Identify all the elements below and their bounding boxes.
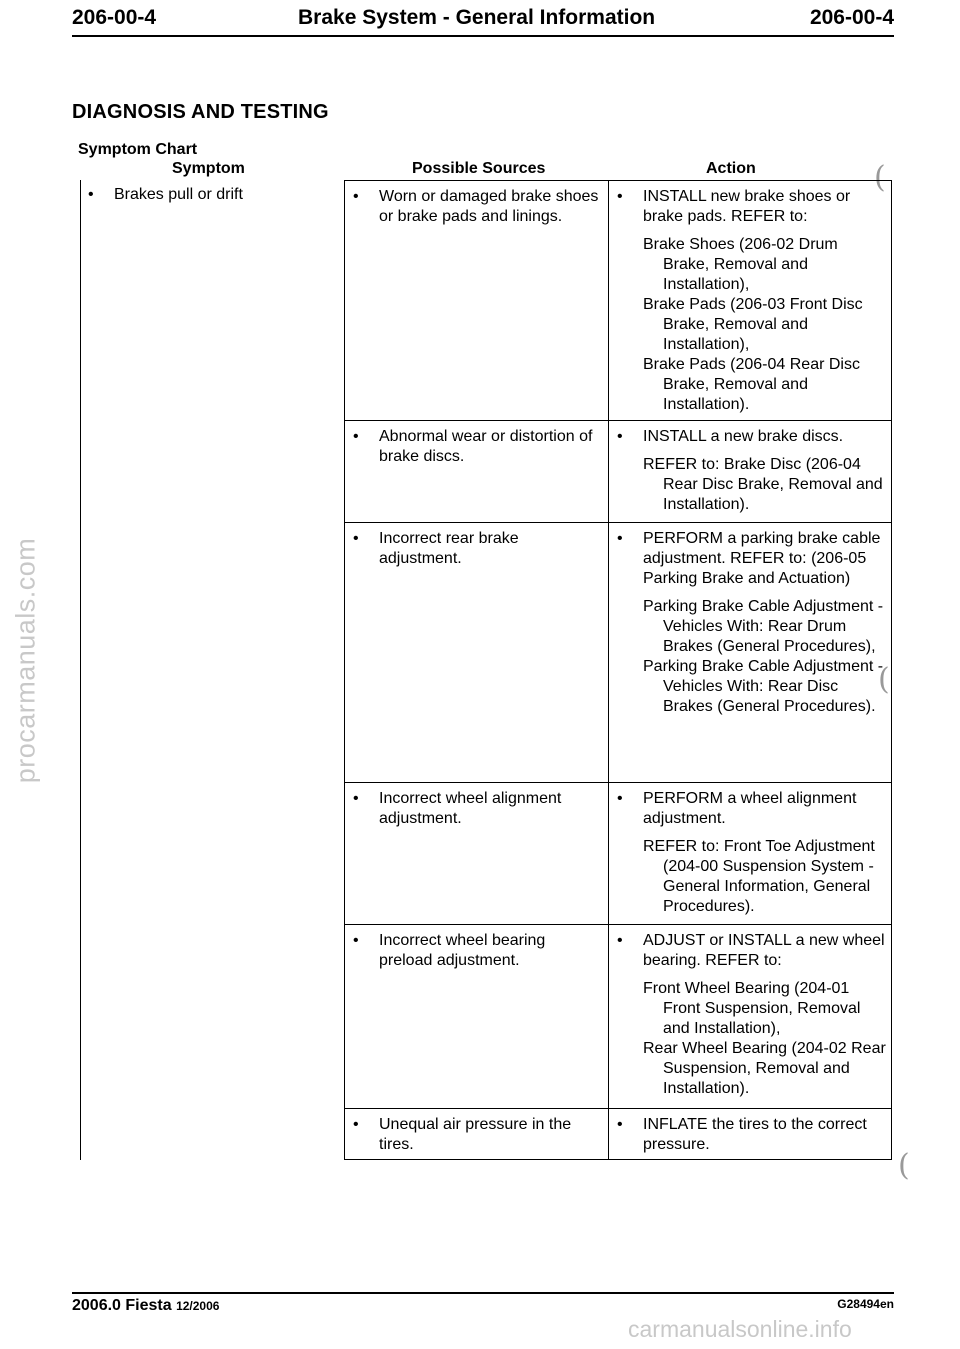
bullet: • xyxy=(353,932,359,949)
header-rule xyxy=(72,35,894,37)
source-cell xyxy=(345,783,609,924)
symptom-cell xyxy=(80,180,342,204)
bullet: • xyxy=(353,530,359,547)
action-ref: Parking Brake Cable Adjustment - Vehicles With: Rear Drum Brakes (General Procedures), xyxy=(643,598,884,655)
bullet: • xyxy=(617,1116,623,1133)
column-header-action: Action xyxy=(706,160,756,177)
section-title: DIAGNOSIS AND TESTING xyxy=(72,101,329,123)
action-cell xyxy=(609,1109,891,1159)
action-ref: Front Wheel Bearing (204-01 Front Suspension, Removal and Installation), xyxy=(643,980,861,1037)
action-ref: REFER to: Front Toe Adjustment (204-00 Suspension System - General Information, General Procedures). xyxy=(643,838,875,915)
bullet: • xyxy=(88,186,94,203)
table-row xyxy=(344,1108,892,1160)
margin-mark: ( xyxy=(874,160,886,195)
action-cell xyxy=(609,523,891,782)
table-row xyxy=(344,420,892,522)
footer-code: G28494en xyxy=(837,1297,894,1311)
action-ref: Brake Pads (206-03 Front Disc Brake, Removal and Installation), xyxy=(643,296,863,353)
action-cell xyxy=(609,783,891,924)
action-lead: INSTALL a new brake discs. xyxy=(643,428,844,445)
source-text: Incorrect wheel alignment adjustment. xyxy=(379,790,562,827)
footer-model-text: 2006.0 Fiesta xyxy=(72,1297,172,1314)
chart-title: Symptom Chart xyxy=(78,141,198,158)
action-lead: INFLATE the tires to the correct pressure. xyxy=(643,1116,867,1153)
bullet: • xyxy=(617,790,623,807)
source-text: Incorrect wheel bearing preload adjustment. xyxy=(379,932,546,969)
action-cell xyxy=(609,421,891,522)
table-row xyxy=(344,924,892,1108)
side-watermark: procarmanuals.com xyxy=(10,537,41,783)
margin-mark: ( xyxy=(878,662,890,697)
bullet: • xyxy=(353,428,359,445)
footer-rule xyxy=(72,1292,894,1294)
symptom-text: Brakes pull or drift xyxy=(114,186,243,203)
source-text: Unequal air pressure in the tires. xyxy=(379,1116,572,1153)
table-row xyxy=(344,782,892,924)
bullet: • xyxy=(617,428,623,445)
source-text: Incorrect rear brake adjustment. xyxy=(379,530,519,567)
source-text: Worn or damaged brake shoes or brake pads and linings. xyxy=(379,188,599,225)
header-right-code: 206-00-4 xyxy=(809,6,894,29)
action-lead: INSTALL new brake shoes or brake pads. REFER to: xyxy=(643,188,851,225)
source-cell xyxy=(345,421,609,522)
source-cell xyxy=(345,1109,609,1159)
header-title: Brake System - General Information xyxy=(298,6,656,29)
action-cell xyxy=(609,925,891,1108)
header-left-code: 206-00-4 xyxy=(72,6,157,29)
margin-mark: ( xyxy=(898,1148,910,1183)
action-ref: Parking Brake Cable Adjustment - Vehicles With: Rear Disc Brakes (General Procedures). xyxy=(643,658,884,715)
action-cell xyxy=(609,181,891,420)
page-header xyxy=(72,6,894,32)
action-ref: Brake Shoes (206-02 Drum Brake, Removal and Installation), xyxy=(643,236,838,293)
bullet: • xyxy=(617,188,623,205)
bullet: • xyxy=(353,790,359,807)
table-row xyxy=(344,180,892,420)
source-cell xyxy=(345,523,609,782)
table-left-border xyxy=(80,180,81,1160)
action-ref: Rear Wheel Bearing (204-02 Rear Suspension, Removal and Installation). xyxy=(643,1040,886,1097)
action-lead: PERFORM a wheel alignment adjustment. xyxy=(643,790,857,827)
bullet: • xyxy=(353,1116,359,1133)
action-lead: ADJUST or INSTALL a new wheel bearing. REFER to: xyxy=(643,932,885,969)
source-cell xyxy=(345,925,609,1108)
action-ref: REFER to: Brake Disc (206-04 Rear Disc Brake, Removal and Installation). xyxy=(643,456,883,513)
bottom-watermark: carmanualsonline.info xyxy=(628,1316,852,1342)
column-header-sources: Possible Sources xyxy=(412,160,546,177)
bullet: • xyxy=(617,530,623,547)
action-lead: PERFORM a parking brake cable adjustment. REFER to: (206-05 Parking Brake and Actuation) xyxy=(643,530,881,587)
bullet: • xyxy=(617,932,623,949)
footer-model xyxy=(72,1297,219,1315)
bullet: • xyxy=(353,188,359,205)
source-text: Abnormal wear or distortion of brake discs. xyxy=(379,428,593,465)
column-header-symptom: Symptom xyxy=(172,160,245,177)
source-cell xyxy=(345,181,609,420)
footer-date: 12/2006 xyxy=(176,1299,220,1313)
table-row xyxy=(344,522,892,782)
action-ref: Brake Pads (206-04 Rear Disc Brake, Removal and Installation). xyxy=(643,356,860,413)
